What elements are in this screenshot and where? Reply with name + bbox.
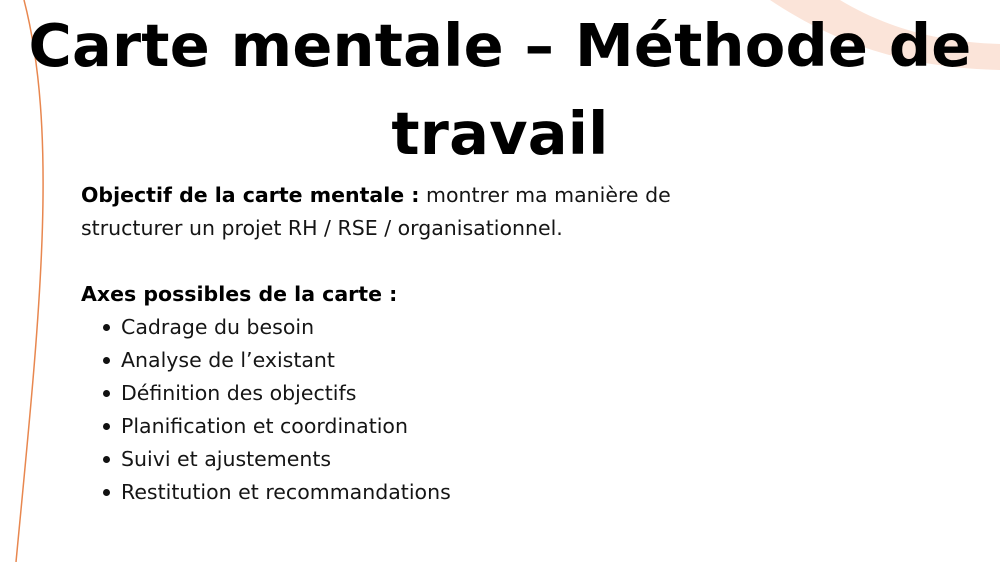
objective-paragraph: [81, 179, 761, 245]
list-item: Suivi et ajustements: [121, 443, 761, 476]
list-item: Analyse de l’existant: [121, 344, 761, 377]
list-item: Restitution et recommandations: [121, 476, 761, 509]
page-title: Carte mentale – Méthode de travail: [28, 11, 972, 168]
paragraph-spacer: [81, 245, 761, 278]
list-item: Planification et coordination: [121, 410, 761, 443]
list-item: Cadrage du besoin: [121, 311, 761, 344]
slide-content: [81, 179, 761, 509]
axes-list: [81, 311, 761, 509]
objective-text: montrer ma manière de structurer un projet RH / RSE / organisationnel.: [81, 183, 671, 240]
axes-heading: Axes possibles de la carte :: [81, 282, 398, 306]
list-item: Définition des objectifs: [121, 377, 761, 410]
objective-label: Objectif de la carte mentale :: [81, 183, 420, 207]
